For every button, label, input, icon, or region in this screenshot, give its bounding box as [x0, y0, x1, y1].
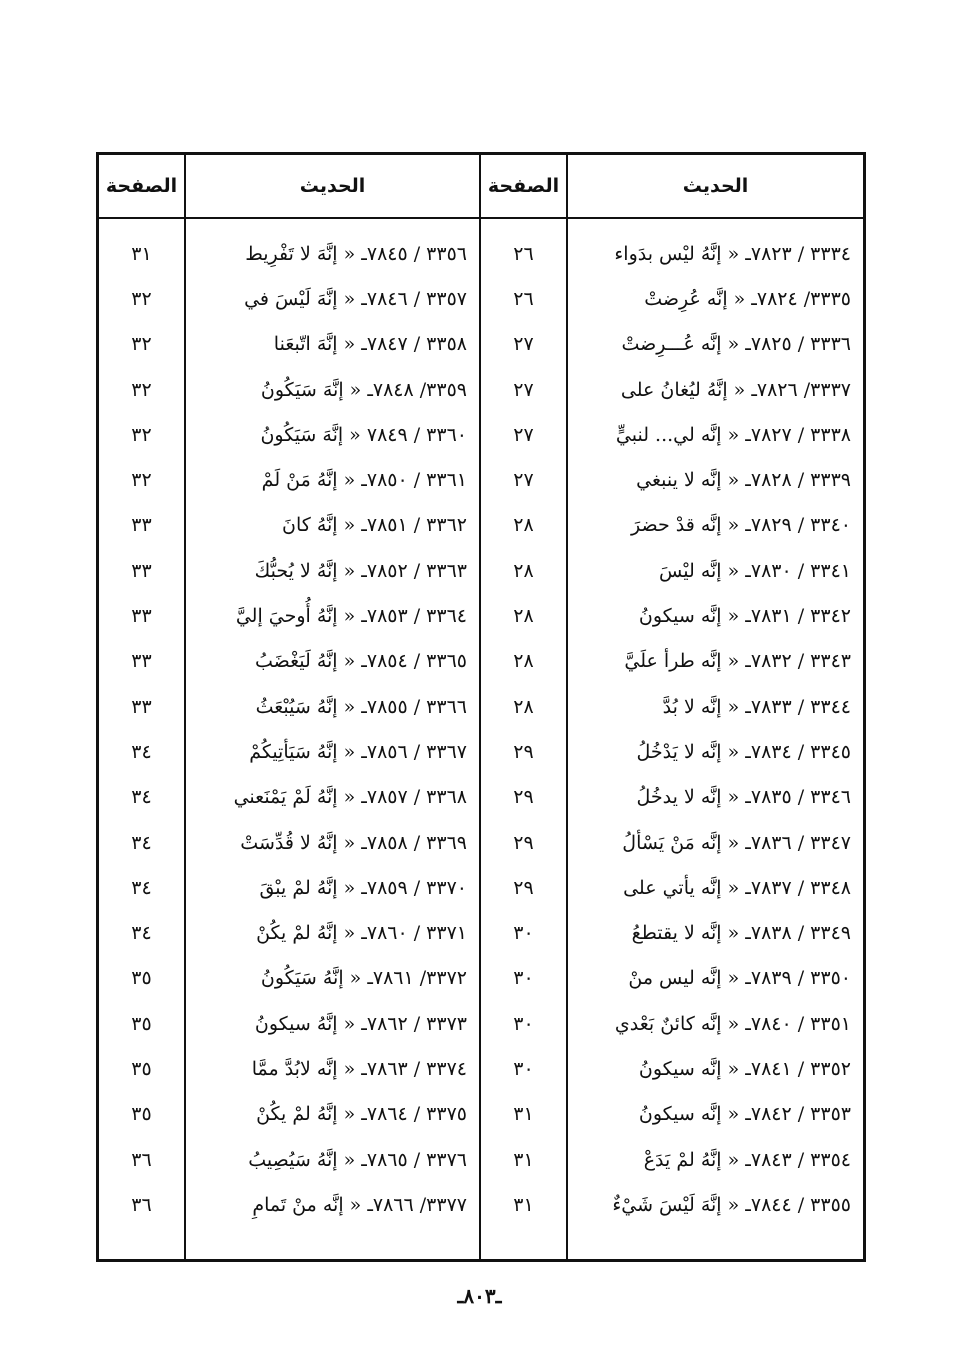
page-number: ـ٨٠٣ـ [457, 1284, 502, 1308]
page-ref: ٢٨ [513, 695, 534, 718]
page-ref: ٣٤ [131, 876, 152, 899]
right-page-header: الصفحة [481, 155, 566, 219]
left-hadith-column [184, 155, 479, 1259]
right-hadith-header: الحديث [568, 155, 863, 219]
hadith-entry: ٣٣٧٧/ ٧٨٦٦ـ « إنَّه منْ تَمامِ [252, 1193, 467, 1216]
page-ref: ٢٨ [513, 514, 534, 537]
page-ref: ٣٢ [131, 333, 152, 356]
hadith-entry: ٣٣٦٠ / ٧٨٤٩ « إنَّهَ سَيَكُونُ [260, 423, 467, 446]
page-ref: ٢٩ [513, 740, 534, 763]
hadith-entry: ٣٣٣٤ / ٧٨٢٣ـ « إنَّهُ ليْس بدَواء [614, 242, 851, 265]
hadith-entry: ٣٣٣٦ / ٧٨٢٥ـ « إنَّه عُـــرِضتْ [621, 333, 851, 356]
hadith-entry: ٣٣٤٢ / ٧٨٣١ـ « إنَّه سيكونُ [638, 605, 851, 628]
page-ref: ٣٣ [131, 559, 152, 582]
hadith-entry: ٣٣٤٧ / ٧٨٣٦ـ « إنَّه مَنْ يَسْألُ [622, 831, 851, 854]
page-ref: ٣٣ [131, 695, 152, 718]
hadith-entry: ٣٣٤٦ / ٧٨٣٥ـ « إنَّه لا يدخُلُ [636, 786, 851, 809]
hadith-entry: ٣٣٥١ / ٧٨٤٠ـ « إنَّه كائنٌ بَعْدي [614, 1012, 851, 1035]
page-ref: ٢٨ [513, 650, 534, 673]
hadith-entry: ٣٣٤٩ / ٧٨٣٨ـ « إنَّه لا يقتطعُ [631, 922, 851, 945]
page-ref: ٣٠ [513, 922, 534, 945]
page-ref: ٢٦ [513, 242, 534, 265]
page-ref: ٢٩ [513, 831, 534, 854]
right-hadith-column [566, 155, 863, 1259]
page-ref: ٣٢ [131, 378, 152, 401]
hadith-entry: ٣٣٦٨ / ٧٨٥٧ـ « إنَّهُ لَمْ يَمْنَعني [233, 786, 467, 809]
hadith-entry: ٣٣٧٠ / ٧٨٥٩ـ « إنَّهُ لمْ يبْقَ [259, 876, 467, 899]
page-ref: ٣٢ [131, 423, 152, 446]
hadith-entry: ٣٣٦٧ / ٧٨٥٦ـ « إنَّهُ سَيَأتِيكُمْ [249, 740, 467, 763]
hadith-entry: ٣٣٦٦ / ٧٨٥٥ـ « إنَّهُ سَيُبْعَثُ [255, 695, 467, 718]
hadith-entry: ٣٣٣٥/ ٧٨٢٤ـ « إنَّه عُرِضتْ [644, 287, 851, 310]
hadith-entry: ٣٣٥٣ / ٧٨٤٢ـ « إنَّه سيكونُ [638, 1103, 851, 1126]
page-ref: ٣٠ [513, 1057, 534, 1080]
right-page-column [479, 155, 566, 1259]
page-ref: ٣٠ [513, 1012, 534, 1035]
page-ref: ٣٢ [131, 287, 152, 310]
hadith-entry: ٣٣٥٥ / ٧٨٤٤ـ « إنَّهَ لَيْسَ شَيْءٌ [612, 1193, 851, 1216]
hadith-entry: ٣٣٧٢/ ٧٨٦١ـ « إنَّهُ سَيَكُونُ [260, 967, 467, 990]
hadith-entry: ٣٣٦١ / ٧٨٥٠ـ « إنَّهُ مَنْ لَمْ [261, 469, 467, 492]
hadith-entry: ٣٣٦٤ / ٧٨٥٣ـ « إنَّهُ أُوحيَ إليَّ [235, 605, 467, 628]
hadith-entry: ٣٣٦٥ / ٧٨٥٤ـ « إنَّهُ لَيَغْضَبُ [254, 650, 467, 673]
hadith-entry: ٣٣٤٠ / ٧٨٢٩ـ « إنَّه قدْ حضرَ [630, 514, 851, 537]
page-ref: ٢٦ [513, 287, 534, 310]
hadith-entry: ٣٣٥٩/ ٧٨٤٨ـ « إنَّهَ سَيَكُونُ [260, 378, 467, 401]
left-page-column [99, 155, 184, 1259]
page-ref: ٣٤ [131, 922, 152, 945]
hadith-entry: ٣٣٥٢ / ٧٨٤١ـ « إنَّه سيكونُ [638, 1057, 851, 1080]
page-ref: ٢٧ [513, 333, 534, 356]
page-ref: ٣٥ [131, 967, 152, 990]
page-ref: ٢٧ [513, 469, 534, 492]
page-ref: ٣١ [513, 1193, 534, 1216]
page-ref: ٣١ [131, 242, 152, 265]
hadith-entry: ٣٣٤٨ / ٧٨٣٧ـ « إنَّه يأتي على [623, 876, 851, 899]
page-ref: ٣١ [513, 1103, 534, 1126]
left-page-header: الصفحة [99, 155, 184, 219]
left-hadith-header: الحديث [186, 155, 479, 219]
hadith-index-table [96, 152, 866, 1262]
hadith-entry: ٣٣٦٢ / ٧٨٥١ـ « إنَّهُ كانَ [282, 514, 467, 537]
left-hadith-rows [186, 219, 479, 1228]
hadith-entry: ٣٣٤٤ / ٧٨٣٣ـ « إنَّه لا بُدَّ [662, 695, 851, 718]
page-ref: ٣٥ [131, 1057, 152, 1080]
page-ref: ٣٣ [131, 514, 152, 537]
page-ref: ٣٣ [131, 650, 152, 673]
page-ref: ٣٥ [131, 1012, 152, 1035]
page-ref: ٣٦ [131, 1193, 152, 1216]
page-ref: ٣٥ [131, 1103, 152, 1126]
hadith-entry: ٣٣٤١ / ٧٨٣٠ـ « إنَّه ليْسَ [659, 559, 851, 582]
hadith-entry: ٣٣٥٧ / ٧٨٤٦ـ « إنَّهَ لَيْسَ في [244, 287, 467, 310]
hadith-entry: ٣٣٣٩ / ٧٨٢٨ـ « إنَّه لا ينبغي [636, 469, 851, 492]
hadith-entry: ٣٣٥٦ / ٧٨٤٥ـ « إنَّهَ لا تَفْرِيط [245, 242, 467, 265]
hadith-entry: ٣٣٤٥ / ٧٨٣٤ـ « إنَّه لا يَدْخُلُ [636, 740, 851, 763]
hadith-entry: ٣٣٧٣ / ٧٨٦٢ـ « إنَّهُ سيكونُ [254, 1012, 467, 1035]
page-ref: ٣٦ [131, 1148, 152, 1171]
page-ref: ٣٢ [131, 469, 152, 492]
page-ref: ٢٨ [513, 559, 534, 582]
hadith-entry: ٣٣٥٤ / ٧٨٤٣ـ « إنَّهُ لمْ يَدَعْ [643, 1148, 851, 1171]
page-ref: ٣٤ [131, 740, 152, 763]
page-ref: ٢٩ [513, 786, 534, 809]
page-ref: ٣٤ [131, 786, 152, 809]
hadith-entry: ٣٣٣٧/ ٧٨٢٦ـ « إنَّهُ ليُغانُ على [620, 378, 851, 401]
hadith-entry: ٣٣٧٤ / ٧٨٦٣ـ « إنَّه لابُدَّ ممَّا [251, 1057, 467, 1080]
page-ref: ٢٧ [513, 423, 534, 446]
hadith-entry: ٣٣٥٠ / ٧٨٣٩ـ « إنَّه ليس منْ [628, 967, 851, 990]
page-ref: ٢٨ [513, 605, 534, 628]
hadith-entry: ٣٣٧٦ / ٧٨٦٥ـ « إنَّهُ سَيُصِيبُ [248, 1148, 467, 1171]
page-ref: ٣٠ [513, 967, 534, 990]
hadith-entry: ٣٣٥٨ / ٧٨٤٧ـ « إنَّهَ اتّبعَنا [273, 333, 467, 356]
page-ref: ٣٤ [131, 831, 152, 854]
hadith-entry: ٣٣٤٣ / ٧٨٣٢ـ « إنَّه طرأ علَيَّ [624, 650, 851, 673]
hadith-entry: ٣٣٦٣ / ٧٨٥٢ـ « إنَّهُ لا يُحبُّكَ [254, 559, 467, 582]
hadith-entry: ٣٣٧٥ / ٧٨٦٤ـ « إنَّهُ لمْ يكُنْ [256, 1103, 467, 1126]
page-ref: ٢٧ [513, 378, 534, 401]
right-hadith-rows [568, 219, 863, 1228]
hadith-entry: ٣٣٧١ / ٧٨٦٠ـ « إنَّهُ لمْ يكُنْ [256, 922, 467, 945]
hadith-entry: ٣٣٦٩ / ٧٨٥٨ـ « إنَّهُ لا قُدِّسَتْ [240, 831, 467, 854]
hadith-entry: ٣٣٣٨ / ٧٨٢٧ـ « إنَّه لي... لنبيٍّ [615, 423, 851, 446]
left-page-rows [99, 219, 184, 1228]
page-ref: ٢٩ [513, 876, 534, 899]
page-ref: ٣١ [513, 1148, 534, 1171]
right-page-rows [481, 219, 566, 1228]
page-ref: ٣٣ [131, 605, 152, 628]
